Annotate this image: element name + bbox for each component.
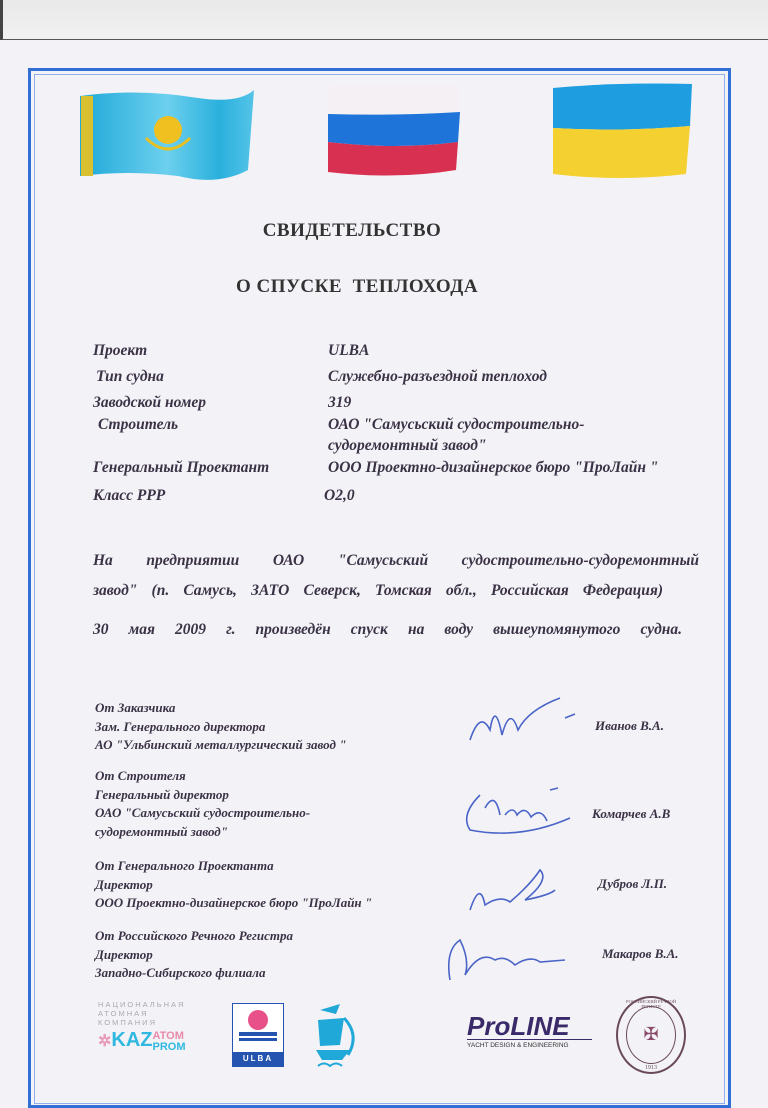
kazatom-atom: ATOM [152,1030,184,1042]
document-title: СВИДЕТЕЛЬСТВО [262,220,442,241]
field-label-class: Класс РРР [93,487,166,504]
field-value-builder-cont: судоремонтный завод" [328,437,487,454]
proline-wordmark: ProLINE [467,1013,592,1040]
signatory-builder [95,767,310,841]
field-label-yard-number: Заводской номер [93,394,206,411]
signature-makarov [449,940,565,980]
field-label-builder: Строитель [98,416,179,433]
signatory-line: АО "Ульбинский металлургический завод " [95,737,347,752]
ulba-label: ULBA [233,1052,283,1066]
signature-dubrov [470,870,555,910]
signatory-line: судоремонтный завод" [95,823,228,839]
seal-year: 1913 [645,1065,657,1071]
signatory-line: Генеральный директор [95,786,229,802]
river-register-seal [616,996,686,1074]
field-value-class: О2,0 [324,487,355,504]
sailing-ship-logo-icon [310,1000,360,1074]
signatory-line: От Генерального Проектанта [95,858,274,873]
signatory-line: Директор [95,876,153,892]
signatory-line: Западно-Сибирского филиала [95,965,266,980]
field-label-general-designer: Генеральный Проектант [93,459,270,476]
kazatomprom-logo [98,1000,208,1053]
paragraph-line-3: 30 мая 2009 г. произведён спуск на воду вышеупомянутого судна. [93,621,682,638]
signature-ivanov [470,698,575,740]
document-subtitle: О СПУСКЕ ТЕПЛОХОДА [235,276,479,297]
anchor-cross-icon: ✠ [643,1024,659,1044]
scanner-top-band [0,0,768,40]
field-label-project: Проект [93,342,148,359]
proline-logo [467,1013,592,1049]
signatory-line: ОАО "Самусьский судостроительно- [95,805,311,820]
field-value-project: ULBA [328,342,370,359]
kazakhstan-flag-icon [78,90,258,186]
field-value-vessel-type: Служебно-разъездной теплоход [328,368,547,385]
kazatom-tagline: НАЦИОНАЛЬНАЯ АТОМНАЯ КОМПАНИЯ [98,1000,186,1027]
kazatom-prom: PROM [152,1041,186,1053]
signatory-name: Макаров В.А. [602,946,679,961]
ulba-logo [232,1003,284,1067]
kazatom-kaz: KAZ [111,1029,153,1051]
signatory-line: Директор [95,946,153,962]
field-value-builder: ОАО "Самусьский судостроительно- [328,416,585,433]
signatory-name: Иванов В.А. [595,718,664,733]
russia-flag-icon [326,84,464,178]
signatory-line: Зам. Генерального директора [95,718,266,734]
paragraph-line-1: На предприятии ОАО "Самусьский судостроительно-судоремонтный [93,552,699,569]
field-value-general-designer: ООО Проектно-дизайнерское бюро "ПроЛайн " [328,459,659,476]
handwritten-signatures [440,690,600,1000]
field-label-vessel-type: Тип судна [96,368,164,385]
signatory-line: От Российского Речного Регистра [95,928,293,943]
signatory-line: От Строителя [95,768,186,783]
signatory-customer [95,699,346,755]
ukraine-flag-icon [550,82,696,182]
field-value-yard-number: 319 [328,394,352,411]
atom-icon: ✲ [98,1033,112,1050]
signature-komarchev [467,788,570,833]
signatory-name: Дубров Л.П. [598,876,668,891]
signatory-line: ООО Проектно-дизайнерское бюро "ПроЛайн " [95,895,373,910]
paragraph-line-2: завод" (п. Самусь, ЗАТО Северск, Томская обл., Российская Федерация) [93,582,663,599]
signatory-designer [95,857,372,913]
signatory-register [95,927,293,983]
proline-tagline: YACHT DESIGN & ENGINEERING [467,1042,569,1049]
signatory-line: От Заказчика [95,700,176,715]
signatory-name: Комарчев А.В [592,806,671,821]
seal-ring-text: РОССИЙСКИЙ РЕЧНОЙ РЕГИСТР [626,999,676,1009]
